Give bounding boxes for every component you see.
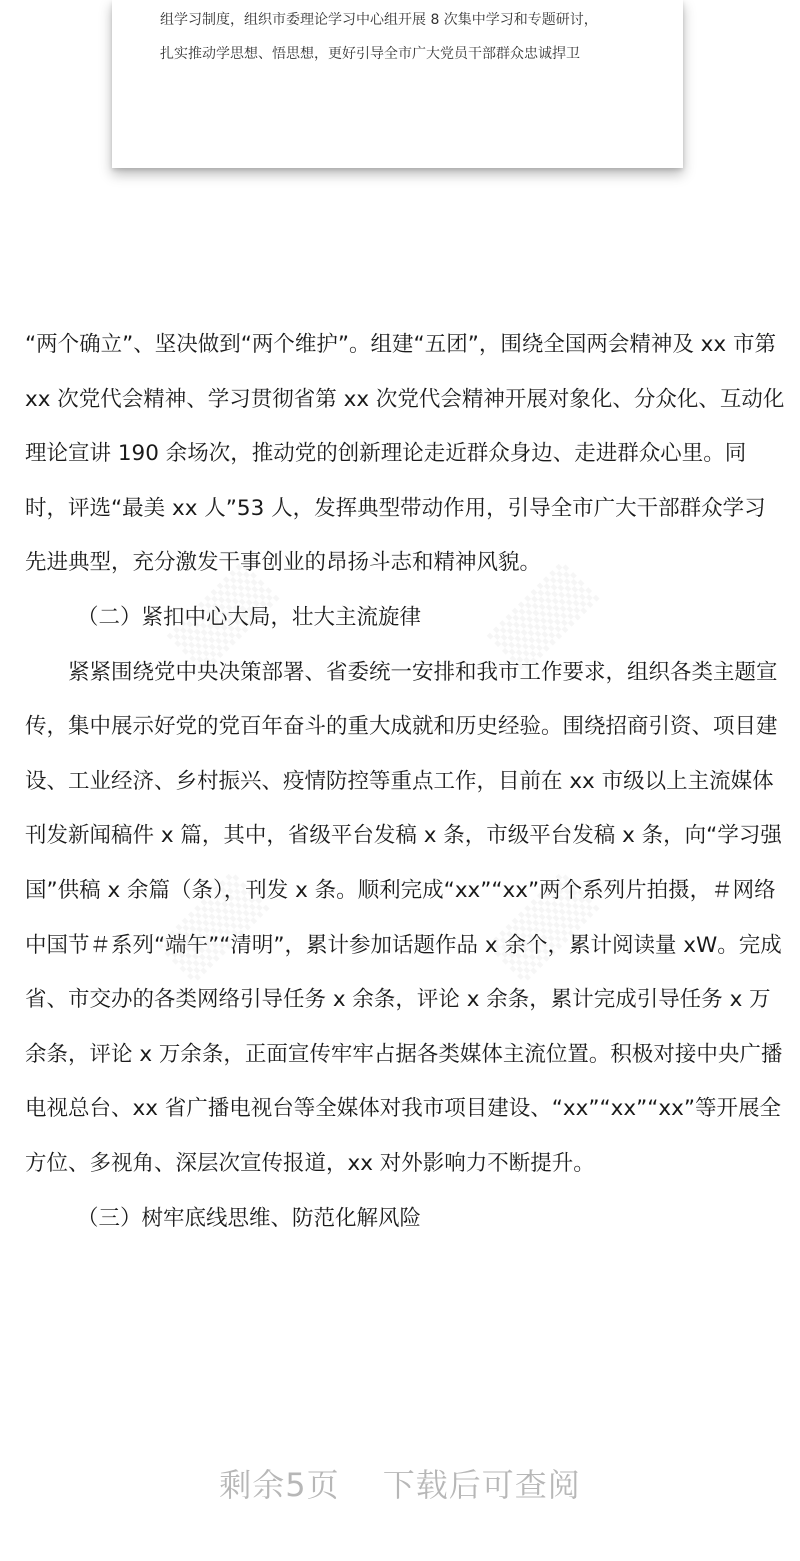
- section-heading-3: （三）树牢底线思维、防范化解风险: [77, 1205, 422, 1231]
- remaining-pages-label: 剩余5页: [219, 1466, 340, 1504]
- paragraph-section-2: 紧紧围绕党中央决策部署、省委统一安排和我市工作要求，组织各类主题宣传，集中展示好党的党百年奋斗的重大成就和历史经验。围绕招商引资、项目建设、工业经济、乡村振兴、疫情防控等重点工作，目前在 xx 市级以上主流媒体刊发新闻稿件 x 篇，其中，省级平台发稿 x 条，市级平台发稿 x 条，向“学习强国”供稿 x 余篇（条），刊发 x 条。顺利完成“xx”“xx”两个系列片拍摄，＃网络中国节＃系列“端午”“清明”，累计参加话题作品 x 余个，累计阅读量 xW。完成省、市交办的各类网络引导任务 x 余条，评论 x 余条，累计完成引导任务 x 万余条，评论 x 万余条，正面宣传牢牢占据各类媒体主流位置。积极对接中央广播电视总台、xx 省广播电视台等全媒体对我市项目建设、“xx”“xx”“xx”等开展全方位、多视角、深层次宣传报道，xx 对外影响力不断提升。: [25, 659, 783, 1176]
- card-text-line: 扎实推动学思想、悟思想，更好引导全市广大党员干部群众忠诚捍卫: [160, 46, 580, 62]
- download-prompt[interactable]: [0, 1460, 800, 1506]
- preview-page-card: [112, 0, 683, 168]
- card-text-line: 组学习制度，组织市委理论学习中心组开展 8 次集中学习和专题研讨，: [160, 12, 598, 28]
- document-body: [25, 318, 785, 1246]
- paragraph-continuation: “两个确立”、坚决做到“两个维护”。组建“五团”，围绕全国两会精神及 xx 市第 xx 次党代会精神、学习贯彻省第 xx 次党代会精神开展对象化、分众化、互动化理论宣讲 190 余场次，推动党的创新理论走近群众身边、走进群众心里。同时，评选“最美 xx 人”53 人，发挥典型带动作用，引导全市广大干部群众学习先进典型，充分激发干事创业的昂扬斗志和精神风貌。: [25, 332, 785, 576]
- section-heading-2: （二）紧扣中心大局，壮大主流旋律: [77, 604, 422, 630]
- download-hint-label: 下载后可查阅: [382, 1466, 581, 1504]
